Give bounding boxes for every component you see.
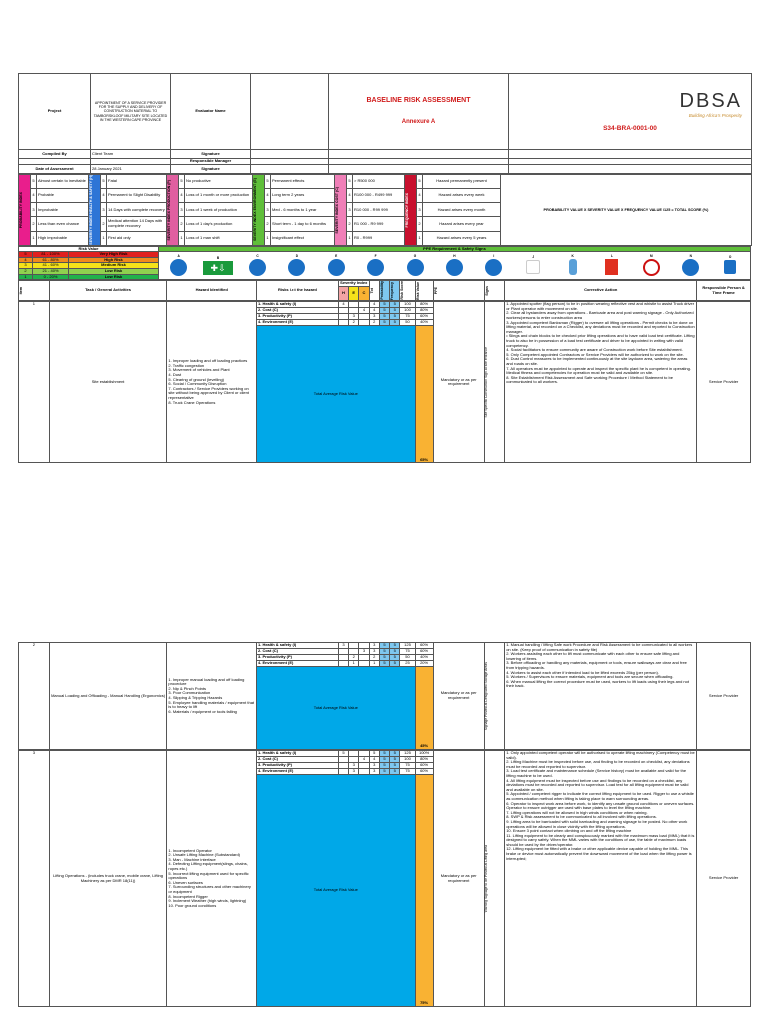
cost-text: R10 000 - R99 999 [353, 203, 405, 217]
col-sev-c: C [359, 287, 369, 301]
probability-value: 3 [31, 203, 37, 217]
risk-level-label: Low Risk [69, 274, 159, 280]
frequency-text: Hazard arises every 5 years [423, 231, 501, 245]
risk-level-index: 1 [19, 274, 33, 280]
total-average-label: Total Average Risk Value [257, 326, 416, 463]
risk-level-label: Very High Risk [69, 252, 159, 258]
risk-level-index: 3 [19, 263, 33, 269]
risk-level-index: 5 [19, 252, 33, 258]
environment-text: Permanent effects [271, 175, 335, 189]
production-value: 5 [179, 175, 185, 189]
risk-prob: 5 [379, 769, 389, 775]
risk-tot: 4 [369, 308, 379, 314]
risk-prob: 5 [379, 302, 389, 308]
risk-label: 3. Productivity (P) [257, 314, 339, 320]
signature-label: Signature [171, 150, 251, 159]
col-task: Task / General Activities [49, 281, 167, 301]
cost-value: 4 [347, 189, 353, 203]
col-probability: Probability [379, 281, 389, 301]
frequency-value: 2 [417, 217, 423, 231]
cost-text: R1 000 - R9 999 [353, 217, 405, 231]
ppe-sign-o: O [714, 256, 746, 275]
environment-index-label: SEVERITY INDEX ENVIRONMENT (E) [253, 175, 265, 246]
risk-freq: 5 [390, 661, 400, 667]
risk-value-title: Risk Value [19, 246, 159, 252]
risk-prob: 5 [379, 649, 389, 655]
doc-subtitle: Annexure A [401, 119, 436, 126]
responsible-person: Service Provider [697, 643, 751, 750]
col-risks: Risks i.r.t the hazard [256, 281, 338, 301]
risk-e: 2 [349, 320, 359, 326]
risk-label: 3. Productivity (P) [257, 655, 339, 661]
ppe-sign-l: L [596, 255, 628, 276]
col-ppe: PPE [433, 281, 484, 301]
doc-title: BASELINE RISK ASSESSMENT [366, 97, 471, 105]
evaluator-value[interactable] [251, 74, 329, 150]
risk-prob: 5 [379, 751, 389, 757]
risk-freq: 5 [390, 763, 400, 769]
risk-label: 4. Environment (E) [257, 769, 339, 775]
col-severity: Severity Index [340, 280, 368, 286]
col-signs: Signs [484, 281, 504, 301]
task-activity: Manual Loading and Offloading - Manual Handling (Ergonomics) [49, 643, 167, 750]
risk-e: 1 [349, 661, 359, 667]
probability-text: Improbable [37, 203, 89, 217]
sheet-page-2 [18, 642, 751, 1007]
health-value: 3 [101, 203, 107, 217]
risk-tot: 3 [369, 314, 379, 320]
col-risk-value: Risk Value [415, 281, 433, 301]
date-value: 28 January 2021 [91, 165, 171, 174]
compiled-label: Compiled By [19, 150, 91, 159]
probability-value: 4 [31, 189, 37, 203]
frequency-value: 3 [417, 203, 423, 217]
signature2-label: Signature [171, 165, 251, 174]
col-hazard: Hazard Identified [167, 281, 257, 301]
risk-prob: 5 [379, 757, 389, 763]
frequency-value: 5 [417, 175, 423, 189]
signs-text: Signage Posted at Designated Storage Areas [484, 643, 504, 750]
risk-c: 4 [359, 757, 369, 763]
risk-prob: 5 [379, 655, 389, 661]
risk-level-index: 2 [19, 269, 33, 275]
risk-pct: 80% [415, 757, 433, 763]
risk-freq: 5 [390, 302, 400, 308]
health-value: 5 [101, 175, 107, 189]
risk-level-range: 61 - 80% [33, 257, 69, 263]
risk-level-range: 41 - 60% [33, 263, 69, 269]
total-average-pct: 65% [415, 326, 433, 463]
signs-text: Site Specific Construction Sign at site entrance [484, 302, 504, 463]
probability-text: Less than even chance [37, 217, 89, 231]
risk-e: 3 [349, 769, 359, 775]
col-frequency: Frequency [390, 281, 400, 301]
risk-pct: 100% [415, 751, 433, 757]
risk-c: 3 [359, 649, 369, 655]
risk-h: 3 [338, 643, 348, 649]
risk-tot: 1 [369, 661, 379, 667]
total-average-pct: 75% [415, 775, 433, 1007]
risk-pct: 60% [415, 769, 433, 775]
risk-label: 1. Health & safety (I) [257, 643, 339, 649]
task-activity: Site establishment [49, 302, 167, 463]
frequency-value: 1 [417, 231, 423, 245]
row-item-number: 3 [19, 751, 50, 1007]
frequency-text: Hazard arises every month [423, 203, 501, 217]
col-risk-score: Risk Score [400, 281, 415, 301]
environment-value: 1 [265, 231, 271, 245]
risk-row-2 [18, 642, 751, 750]
risk-score: 50 [400, 320, 415, 326]
cost-text: > R500 000 [353, 175, 405, 189]
risk-freq: 5 [390, 655, 400, 661]
frequency-value: 4 [417, 189, 423, 203]
frequency-text: Hazard arises every year [423, 217, 501, 231]
risk-freq: 5 [390, 643, 400, 649]
risk-label: 2. Cost (C) [257, 757, 339, 763]
task-activity: Lifting Operations - (includes truck crane, mobile crane, Lifting Machinery as per DMR 18(11)) [49, 751, 167, 1007]
risk-row-3 [18, 750, 751, 1007]
risk-pct: 60% [415, 763, 433, 769]
corrective-action: 1. Appointed spotter (flag person) to be in position wearing reflective vest and whistle to assist Truck driver or Plant operator with movement on site. 2. Clear all bystanders away from operations - Barricade area and post warning signage - Only Authorized workers/persons to enter construction area 3. Appointed competent Banksman (Rigger) to oversee all lifting operations - Permit checks to be done on lifting material, and recorded on a Checklist, any deviations must be recorded and reported to Construction manager. • Slings and chain blocks to be checked prior lifting operations and to have valid load test certificate. Lifting truck to also be in possession of a load test certificate and driver to be appointed in writing with valid competency. 4. Social facilitators to ensure community are aware of Construction work before Site establishment. 5. Only Competent appointed Contractors or Service Providers will be authorized to work on the site. 6. Dust Control measures to be implemented continuously at the site laydown area, watering the areas and roads on site. 7. All operators must be appointed to operate and inspect the specific plant he is competent in operating. Medical fitness and competencies for operation must be valid and available on site. 8. Site Establishment Risk Assessment and Safe working Procedure / Method Statement to be communicated to all workers. [505, 302, 697, 463]
ppe-sign-f: F [360, 255, 392, 276]
hazard-list: 1. Improper manual loading and off loading procedure 2. Nip & Pinch Points 3. Poor Communication 4. Slipping & Tripping Hazards 5. Employee handling materials / equipment that is to heavy to lift 6. Materials / equipment or tools falling [167, 643, 257, 750]
frequency-text: Hazard permanently present [423, 175, 501, 189]
signature-value[interactable] [251, 150, 329, 159]
risk-e: 2 [349, 655, 359, 661]
production-text: No productive [185, 175, 253, 189]
risk-freq: 5 [390, 769, 400, 775]
risk-level-label: Low Risk [69, 269, 159, 275]
production-value: 4 [179, 189, 185, 203]
cost-value: 2 [347, 217, 353, 231]
environment-value: 3 [265, 203, 271, 217]
health-text: Permanent to Slight Disability [107, 189, 167, 203]
frequency-index-label: FREQUENCY INDEX [405, 175, 417, 246]
risk-level-label: High Risk [69, 257, 159, 263]
risk-prob: 5 [379, 314, 389, 320]
ppe-sign-h: H [438, 255, 470, 276]
column-headers [18, 280, 751, 301]
col-sev-h: H [338, 287, 348, 301]
risk-score: 100 [400, 757, 415, 763]
ppe-sign-j: J [517, 256, 549, 275]
cost-value: 5 [347, 175, 353, 189]
ppe-requirement: Mandatory or as per requirement [433, 751, 484, 1007]
probability-index-label: PROBABILITY INDEX [19, 175, 31, 246]
risk-level-range: 21 - 40% [33, 269, 69, 275]
ppe-sign-a: A [163, 255, 195, 276]
corrective-action: 1. Manual handling / lifting Safe work Procedure and Risk Assessment to be communicated to all workers on site. (Keep proof of communication in safety file) 2. Workers assisting each other to lift must communicate with each other to ensure safe lifting and lowering of items. 3. Before offloading or handling any materials, equipment or tools, ensure walkways are clear and free from tripping hazards. 4. Workers to assist each other if intended load to be lifted exceeds 25kg (per person). 5. Workers / Supervisors to ensure materials, equipment and tools are secure when offloading. 6. When manual lifting the correct procedure must be used, workers to lift loads using their legs and not their back. [505, 643, 697, 750]
risk-pct: 20% [415, 661, 433, 667]
col-responsible: Responsible Person & Time Frame [697, 281, 751, 301]
ppe-sign-i: I [478, 255, 510, 276]
risk-pct: 80% [415, 308, 433, 314]
risk-pct: 60% [415, 649, 433, 655]
risk-freq: 5 [390, 751, 400, 757]
cost-value: 1 [347, 231, 353, 245]
corrective-action: 1. Only appointed competent operator will be authorised to operate lifting machinery (Competency must be valid). 2. Lifting Machine must be inspected before use, and finding to be recorded on checklist, any deviations must be recorded and reported to supervisor. 3. Load test certificate and maintenance schedule (Service history) must be available and valid for the lifting machine to be used. 4. All lifting equipment must be inspected before use and findings to be recorded on a checklist, any deviations must be recorded and reported to supervisor. Load test for all lifting equipment must be valid and available on site. 5. Appointed / competent rigger to indicate the correct lifting equipment to be used. Rigger to use a whistle as communication method when lifting is taking place to warn surrounding areas. 6. Operator to inspect work area before work, to identify any unsafe ground conditions or uneven surfaces. Operator to ensure outrigger are used with base plates to level the lifting machine. 7. Lifting operations will not be allowed in high winds conditions or when raining. 8. SWP & Risk assessment to be communicated to all involved with lifting operations. 9. Lifting area to be barricaded with solid barricading and warning signage to be posted. No other work operations will be allowed in close vicinity with the lifting operations. 10. Ensure 3 point contact when climbing on and off the lifting machine 11. Lifting equipment to be clearly and conspicuously marked with the maximum mass load (MML) that it is designed to carry safely. When the MML varies with the conditions of use, the table of maximum loads should be used by the driver/operator. 12. Lifting equipment be fitted with a brake or other applicable device capable of holding the MML. This brake or device must automatically prevent the downward movement of the load when the lifting power is interrupted; [505, 751, 697, 1007]
risk-prob: 5 [379, 643, 389, 649]
risk-label: 3. Productivity (P) [257, 763, 339, 769]
risk-freq: 5 [390, 757, 400, 763]
signature2-value[interactable] [251, 165, 329, 174]
risk-e: 3 [349, 763, 359, 769]
logo-cell: DBSA Building Africa's Prosperity S34-BRA-0001-00 [509, 74, 752, 150]
ppe-sign-k: K [557, 255, 589, 276]
production-index-label: SEVERITY INDEX PRODUCTION (P) [167, 175, 179, 246]
risk-value-legend [18, 246, 751, 281]
risk-prob: 5 [379, 308, 389, 314]
ppe-requirement: Mandatory or as per requirement [433, 302, 484, 463]
risk-freq: 5 [390, 320, 400, 326]
cost-value: 3 [347, 203, 353, 217]
environment-text: Insignificant effect [271, 231, 335, 245]
cost-index-label: SEVERITY INDEX COST (C) [335, 175, 347, 246]
risk-h: 5 [338, 751, 348, 757]
risk-tot: 5 [369, 751, 379, 757]
col-corrective: Corrective Action [505, 281, 697, 301]
signs-text: Warning Signage to be Posted at Lifting area [484, 751, 504, 1007]
production-text: Loss of 1 man shift [185, 231, 253, 245]
ppe-icons [159, 252, 751, 280]
risk-tot: 2 [369, 655, 379, 661]
ppe-sign-d: D [281, 255, 313, 276]
formula-text: PROBABILITY VALUE X SEVERITY VALUE X FREQUENCY VALUE /125 = TOTAL SCORE (%) [501, 175, 752, 246]
date-label: Date of Assessment [19, 165, 91, 174]
risk-e: 3 [349, 314, 359, 320]
environment-text: Long term 2 years [271, 189, 335, 203]
total-average-pct: 45% [415, 667, 433, 750]
risk-level-index: 4 [19, 257, 33, 263]
ppe-requirement: Mandatory or as per requirement [433, 643, 484, 750]
risk-pct: 60% [415, 643, 433, 649]
health-index-label: SEVERITY INDEX HEALTH & SAFETY (H) [89, 175, 101, 246]
cost-text: R0 - R999 [353, 231, 405, 245]
row-item-number: 2 [19, 643, 50, 750]
environment-value: 4 [265, 189, 271, 203]
risk-score: 25 [400, 661, 415, 667]
ppe-sign-g: G [399, 255, 431, 276]
risk-h: 4 [338, 302, 348, 308]
risk-score: 75 [400, 763, 415, 769]
probability-value: 1 [31, 231, 37, 245]
risk-tot: 3 [369, 769, 379, 775]
dbsa-logo: DBSA [679, 90, 742, 113]
health-value: 4 [101, 189, 107, 203]
risk-score: 100 [400, 308, 415, 314]
compiled-value: Client Team [91, 150, 171, 159]
risk-tot: 4 [369, 302, 379, 308]
risk-score: 75 [400, 649, 415, 655]
health-value: 2 [101, 217, 107, 231]
production-value: 2 [179, 217, 185, 231]
title-cell [329, 74, 509, 150]
environment-text: Short term - 1 day to 6 months [271, 217, 335, 231]
risk-level-range: 0 - 20% [33, 274, 69, 280]
risk-matrix [18, 174, 752, 246]
risk-label: 2. Cost (C) [257, 308, 339, 314]
hazard-list: 1. Improper loading and off loading practices 2. Traffic congestion 3. Movement of vehicles and Plant 4. Dust 5. Clearing of ground (levelling) 6. Social / Community Disruption 7. Contractors / Service Providers working on site without being approved by Client or client representative 8. Truck Crane Operations [167, 302, 257, 463]
hazard-list: 1. Incompetent Operator 2. Unsafe Lifting Machine (Substandard) 3. Man - Machine interface 4. Defecting Lifting equipment(slings, chains, ropes etc.) 5. Incorrect lifting equipment used for specific operations 6. Uneven surfaces 7. Surrounding structures and other machinery or equipment 8. Incompetent Rigger 9. Inclement Weather (high winds, lightning) 10. Poor ground conditions [167, 751, 257, 1007]
probability-text: Almost certain to inevitable [37, 175, 89, 189]
risk-tot: 4 [369, 757, 379, 763]
probability-text: High improbable [37, 231, 89, 245]
risk-label: 4. Environment (E) [257, 661, 339, 667]
risk-freq: 5 [390, 314, 400, 320]
risk-tot: 3 [369, 649, 379, 655]
risk-tot: 3 [369, 763, 379, 769]
risk-label: 2. Cost (C) [257, 649, 339, 655]
project-value: APPOINTMENT OF A SERVICE PROVIDER FOR THE SUPPLY AND DELIVERY OF CONSTRUCTION MATERIAL TO TAMBORSKLOOF MILITARY SITE LOCATED IN THE WESTERN CAPE PROVINCE [91, 74, 171, 150]
project-label: Project [19, 74, 91, 150]
risk-score: 125 [400, 643, 415, 649]
risk-tot: 2 [369, 320, 379, 326]
col-sev-e: E [349, 287, 359, 301]
risk-pct: 40% [415, 655, 433, 661]
risk-c: 4 [359, 308, 369, 314]
risk-label: 1. Health & safety (I) [257, 751, 339, 757]
risk-level-label: Medium Risk [69, 263, 159, 269]
risk-tot: 3 [369, 643, 379, 649]
risk-pct: 40% [415, 320, 433, 326]
risk-prob: 5 [379, 763, 389, 769]
health-text: First aid only [107, 231, 167, 245]
production-value: 1 [179, 231, 185, 245]
risk-freq: 5 [390, 649, 400, 655]
health-text: Fatal [107, 175, 167, 189]
sheet-page-1 [18, 73, 751, 463]
responsible-person: Service Provider [697, 751, 751, 1007]
probability-value: 5 [31, 175, 37, 189]
production-text: Loss of 1 week of production [185, 203, 253, 217]
production-value: 3 [179, 203, 185, 217]
risk-freq: 5 [390, 308, 400, 314]
row-item-number: 1 [19, 302, 50, 463]
environment-value: 2 [265, 217, 271, 231]
environment-text: Med - 6 months to 1 year [271, 203, 335, 217]
production-text: Loss of 1 day's production [185, 217, 253, 231]
probability-text: Probable [37, 189, 89, 203]
ppe-sign-n: N [675, 255, 707, 276]
ppe-sign-m: M [635, 255, 667, 276]
risk-score: 125 [400, 751, 415, 757]
environment-value: 5 [265, 175, 271, 189]
ppe-sign-c: C [241, 255, 273, 276]
ppe-sign-e: E [320, 255, 352, 276]
risk-score: 100 [400, 302, 415, 308]
risk-score: 75 [400, 314, 415, 320]
risk-score: 50 [400, 655, 415, 661]
risk-pct: 60% [415, 314, 433, 320]
probability-value: 2 [31, 217, 37, 231]
health-value: 1 [101, 231, 107, 245]
cost-text: R100 000 - R499 999 [353, 189, 405, 203]
health-text: 14 Days with complete recovery [107, 203, 167, 217]
risk-prob: 5 [379, 661, 389, 667]
total-average-label: Total Average Risk Value [257, 667, 416, 750]
risk-label: 4. Environment (E) [257, 320, 339, 326]
evaluator-label: Evaluator Name [171, 74, 251, 150]
total-average-label: Total Average Risk Value [257, 775, 416, 1007]
risk-pct: 80% [415, 302, 433, 308]
risk-score: 75 [400, 769, 415, 775]
doc-code: S34-BRA-0001-00 [603, 125, 657, 133]
risk-level-range: 81 - 100% [33, 252, 69, 258]
responsible-person: Service Provider [697, 302, 751, 463]
resp-manager-label: Responsible Manager [171, 159, 251, 165]
frequency-text: Hazard arises every week [423, 189, 501, 203]
risk-prob: 5 [379, 320, 389, 326]
risk-row-1 [18, 301, 751, 463]
production-text: Loss of 1 month or more production [185, 189, 253, 203]
health-text: Medical attention 14 Days with complete recovery [107, 217, 167, 231]
risk-label: 1. Health & safety (I) [257, 302, 339, 308]
col-item: Item [19, 281, 50, 301]
ppe-sign-b: B ✚⇩ [202, 257, 234, 275]
ppe-title: PPE Requirement & Safety Signs [159, 246, 751, 252]
col-tot: Tot [369, 281, 379, 301]
